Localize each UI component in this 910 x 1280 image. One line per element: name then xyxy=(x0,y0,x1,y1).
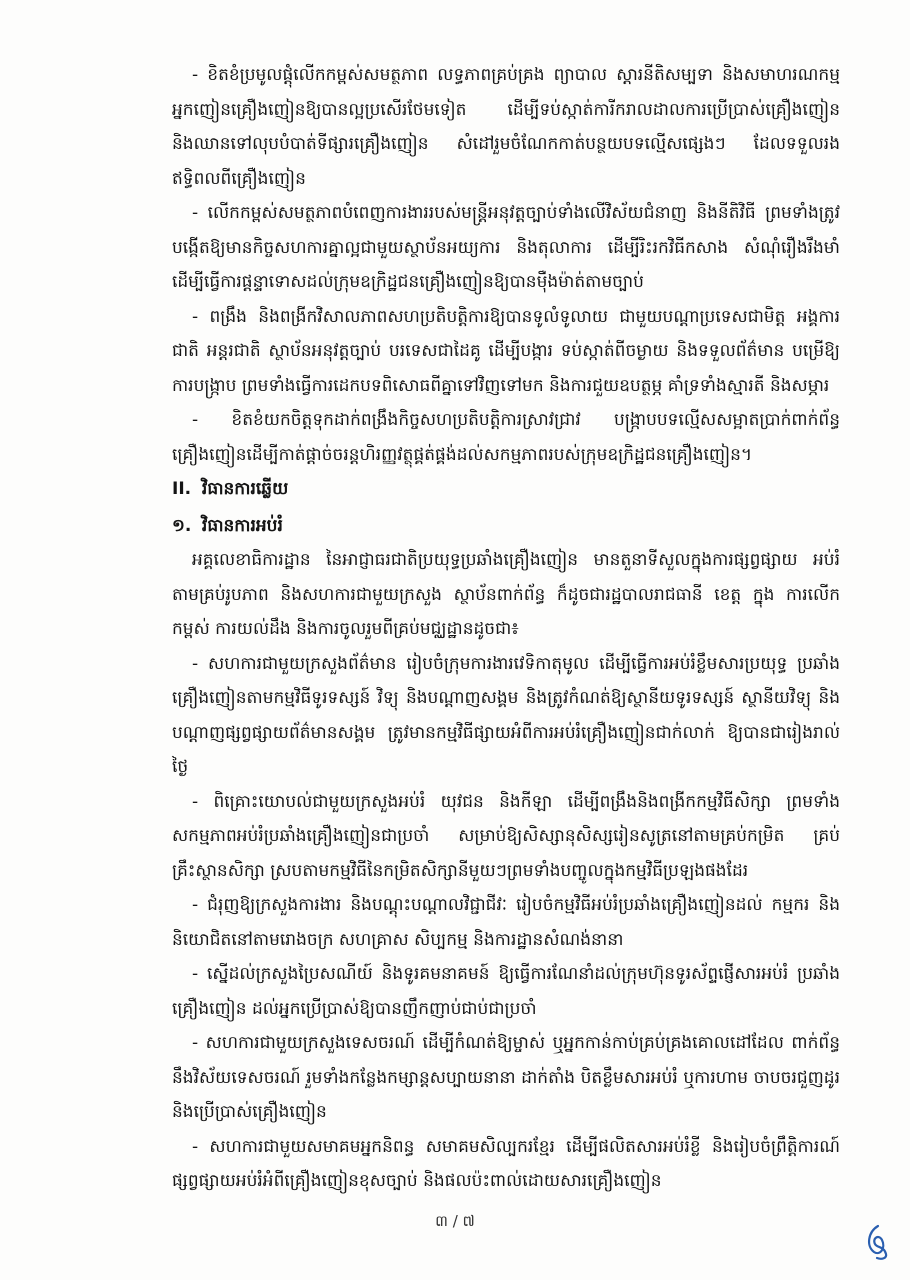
paragraph-education-5: - ស្នើដល់ក្រសួងប្រៃសណីយ៍ និងទូរគមនាគមន៍ ឱ្យធ្វើការណែនាំដល់ក្រុមហ៊ុនទូរស័ព្ទផ្ញើសារអប់រំ ប្រឆាំងគ្រឿងញៀន ដល់អ្នកប្រើប្រាស់ឱ្យបានញឹកញាប់ជាប់ជាប្រចាំ xyxy=(172,964,840,1019)
paragraph-education-2: - សហការជាមួយក្រសួងព័ត៌មាន រៀបចំក្រុមការងារវេទិកាតុមូល ដើម្បីធ្វើការអប់រំខ្លឹមសារប្រយុទ្ធ ប្រឆាំងគ្រឿងញៀនតាមកម្មវិធីទូរទស្សន៍ វិទ្យុ និងបណ្តាញសង្គម និងត្រូវកំណត់ឱ្យស្ថានីយទូរទស្សន៍ ស្ថានីយវិទ្យុ និងបណ្តាញផ្សព្វផ្សាយព័ត៌មានសង្គម ត្រូវមានកម្មវិធីផ្សាយអំពីការអប់រំគ្រឿងញៀនជាក់លាក់ ឱ្យបានជារៀងរាល់ថ្ងៃ xyxy=(172,653,840,777)
paragraph-education-1: អគ្គលេខាធិការដ្ឋាន នៃអាជ្ញាធរជាតិប្រយុទ្ធប្រឆាំងគ្រឿងញៀន មានតួនាទីសួលក្នុងការផ្សព្វផ្សាយ អប់រំ តាមគ្រប់រូបភាព និងសហការជាមួយក្រសួង ស្ថាប័នពាក់ព័ន្ធ ក៏ដូចជារដ្ឋបាលរាជធានី ខេត្ត ក្នុង ការលើកកម្ពស់ ការយល់ដឹង និងការចូលរួមពីគ្រប់មជ្ឈដ្ឋានដូចជា៖ xyxy=(172,550,840,639)
paragraph-intro-1: - ខិតខំប្រមូលផ្តុំលើកកម្ពស់សមត្ថភាព លទ្ធភាពគ្រប់គ្រង ព្យាបាល ស្តារនីតិសម្បទា និងសមាហរណកម្ម អ្នកញៀនគ្រឿងញៀនឱ្យបានល្អប្រសើរថែមទៀត ដើម្បីទប់ស្កាត់ការីករាលដាលការប្រើប្រាស់គ្រឿងញៀន និងឈានទៅលុបបំបាត់ទីផ្សារគ្រឿងញៀន សំដៅរួមចំណែកកាត់បន្ថយបទល្មើសផ្សេងៗ ដែលទទួលរង ឥទ្ធិពលពីគ្រឿងញៀន xyxy=(172,65,840,189)
document-body xyxy=(172,58,840,1199)
paragraph-education-6: - សហការជាមួយក្រសួងទេសចរណ៍ ដើម្បីកំណត់ឱ្យម្ចាស់ ឬអ្នកកាន់កាប់គ្រប់គ្រងគោលដៅដែល ពាក់ព័ន្ធនឹងវិស័យទេសចរណ៍ រួមទាំងកន្លែងកម្សាន្តសប្បាយនានា ដាក់តាំង បិតខ្លឹមសារអប់រំ ឬការហាម ចាបចរជួញដូរ និងប្រើប្រាស់គ្រឿងញៀន xyxy=(172,1033,840,1122)
section-heading-number: II. xyxy=(172,479,192,499)
subsection-heading-title: វិធានការអប់រំ xyxy=(201,515,283,536)
paragraph-intro-4: - ខិតខំយកចិត្តទុកដាក់ពង្រឹងកិច្ចសហប្រតិបត្តិការស្រាវជ្រាវ បង្ក្រាបបទល្មើសសម្អាតប្រាក់ពាក់ព័ន្ធ គ្រឿងញៀនដើម្បីកាត់ផ្តាច់ចរន្តហិរញ្ញវត្ថុផ្គត់ផ្គង់ដល់សកម្មភាពរបស់ក្រុមឧក្រិដ្ឋជនគ្រឿងញៀន។ xyxy=(172,410,840,465)
paragraph-intro-2: - លើកកម្ពស់សមត្ថភាពបំពេញការងាររបស់មន្ត្រីអនុវត្តច្បាប់ទាំងលើវិស័យជំនាញ និងនីតិវិធី ព្រមទាំងត្រូវបង្កើតឱ្យមានកិច្ចសហការគ្នាល្អជាមួយស្ថាប័នអយ្យការ និងតុលាការ ដើម្បីរិះរកវិធីកសាង សំណុំរឿងរឹងមាំ ដើម្បីធ្វើការផ្តន្ទាទោសដល់ក្រុមឧក្រិដ្ឋជនគ្រឿងញៀនឱ្យបានម៉ឺងម៉ាត់តាមច្បាប់ xyxy=(172,203,840,292)
paragraph-education-4: - ជំរុញឱ្យក្រសួងការងារ និងបណ្តុះបណ្តាលវិជ្ជាជីវៈ រៀបចំកម្មវិធីអប់រំប្រឆាំងគ្រឿងញៀនដល់ កម្មករ និងនិយោជិតនៅតាមរោងចក្រ សហគ្រាស សិប្បកម្ម និងការដ្ឋានសំណង់នានា xyxy=(172,895,840,950)
paragraph-education-7: - សហការជាមួយសមាគមអ្នកនិពន្ធ សមាគមសិល្បករខ្មែរ ដើម្បីផលិតសារអប់រំខ្លី និងរៀបចំព្រឹត្តិការណ៍ ផ្សព្វផ្សាយអប់រំអំពីគ្រឿងញៀនខុសច្បាប់ និងផលប៉ះពាល់ដោយសារគ្រឿងញៀន xyxy=(172,1136,840,1191)
paragraph-intro-3: - ពង្រឹង និងពង្រីកវិសាលភាពសហប្រតិបត្តិការឱ្យបានទូលំទូលាយ ជាមួយបណ្តាប្រទេសជាមិត្ត អង្គការជាតិ អន្តរជាតិ ស្ថាប័នអនុវត្តច្បាប់ បរទេសជាដៃគូ ដើម្បីបង្ការ ទប់ស្កាត់ពីចម្ងាយ និងទទួលព័ត៌មាន បម្រើឱ្យការបង្ក្រាប ព្រមទាំងធ្វើការដេកបទពិសោធពីគ្នាទៅវិញទៅមក និងការជួយឧបត្ថម្ភ គាំទ្រទាំងស្មារតី និងសម្ភារ xyxy=(172,306,840,396)
handwritten-initial-mark-icon xyxy=(862,1222,892,1262)
section-heading xyxy=(172,472,840,507)
subsection-heading-number: ១. xyxy=(172,515,192,536)
page-number: ៣ / ៧ xyxy=(435,1212,475,1230)
paragraph-education-3: - ពិគ្រោះយោបល់ជាមួយក្រសួងអប់រំ យុវជន និងកីឡា ដើម្បីពង្រឹងនិងពង្រីកកម្មវិធីសិក្សា ព្រមទាំង សកម្មភាពអប់រំប្រឆាំងគ្រឿងញៀនជាប្រចាំ សម្រាប់ឱ្យសិស្សានុសិស្សរៀនសូត្រនៅតាមគ្រប់កម្រិត គ្រប់គ្រឹះស្ថានសិក្សា ស្របតាមកម្មវិធីនៃកម្រិតសិក្សានីមួយៗព្រមទាំងបញ្ចូលក្នុងកម្មវិធីប្រឡងផងដែរ xyxy=(172,791,840,881)
subsection-heading xyxy=(172,509,840,544)
section-heading-title: វិធានការឆ្លើយ xyxy=(201,479,289,499)
